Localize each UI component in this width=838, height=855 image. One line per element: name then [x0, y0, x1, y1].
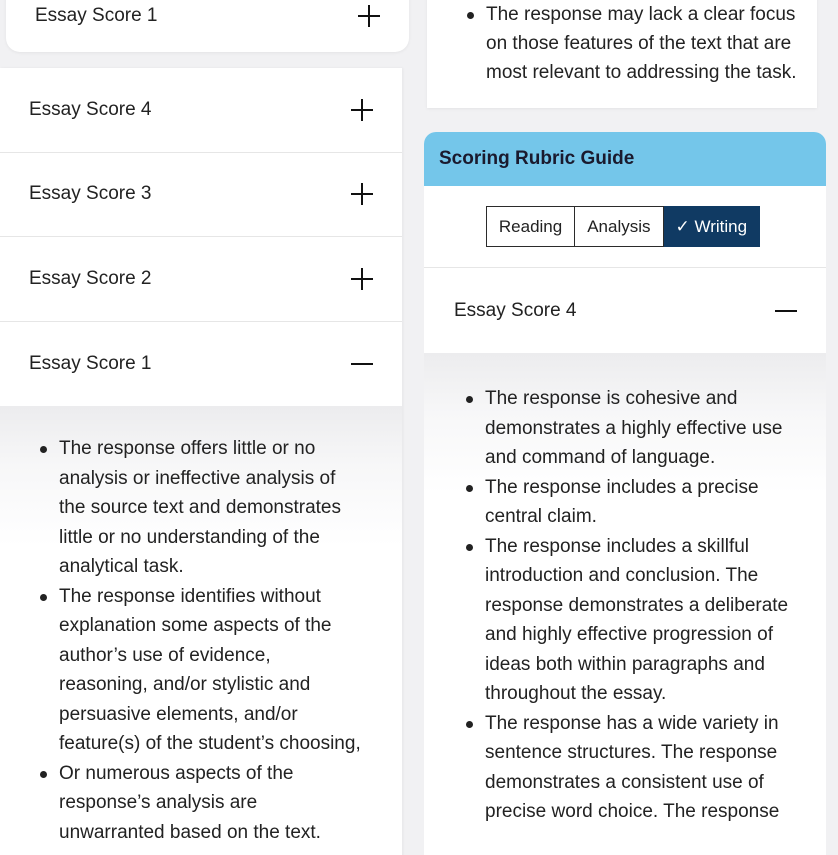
card-title: Scoring Rubric Guide — [439, 148, 635, 169]
list-item: The response may lack a clear focus on those features of the text that are most relevant to addressing the task. — [465, 0, 799, 87]
tab-bar — [424, 186, 826, 268]
minus-icon[interactable] — [351, 353, 373, 375]
plus-icon[interactable] — [351, 268, 373, 290]
previous-content-card — [427, 0, 817, 108]
accordion-label: Essay Score 2 — [29, 267, 152, 289]
list-item: The response offers little or no analysis or ineffective analysis of the source text and demonstrates little or no understanding of the analytical task. — [38, 434, 362, 582]
left-accordion-panel — [0, 68, 402, 855]
bullet-list — [464, 384, 806, 827]
accordion-item-essay-score-4[interactable] — [0, 68, 402, 153]
tab-analysis[interactable]: Analysis — [575, 206, 663, 247]
accordion-label: Essay Score 4 — [454, 299, 577, 321]
top-accordion-card — [6, 0, 409, 52]
accordion-content — [424, 353, 826, 855]
list-item: The response has a wide variety in sentence structures. The response demonstrates a consistent use of precise word choice. The response — [464, 709, 806, 827]
plus-icon[interactable] — [351, 183, 373, 205]
accordion-label: Essay Score 3 — [29, 183, 152, 205]
list-item: Or numerous aspects of the response’s analysis are unwarranted based on the text. — [38, 759, 362, 848]
list-item: The response includes a skillful introduction and conclusion. The response demonstrates a deliberate and highly effective progression of ideas both within paragraphs and throughout the essay. — [464, 532, 806, 709]
accordion-item-essay-score-1-top[interactable] — [35, 0, 380, 32]
scoring-rubric-card — [424, 132, 826, 855]
accordion-label: Essay Score 1 — [29, 352, 152, 374]
tab-reading[interactable]: Reading — [486, 206, 575, 247]
tab-writing[interactable]: ✓ Writing — [664, 206, 761, 247]
list-item: The response identifies without explanation some aspects of the author’s use of evidence, reasoning, and/or stylistic and persuasive elements, and/or feature(s) of the student’s choosing, — [38, 582, 362, 759]
accordion-label: Essay Score 4 — [29, 98, 152, 120]
card-header — [424, 132, 826, 186]
plus-icon[interactable] — [358, 5, 380, 27]
accordion-item-essay-score-1[interactable] — [0, 322, 402, 407]
list-item: The response includes a precise central claim. — [464, 473, 806, 532]
accordion-label: Essay Score 1 — [35, 5, 158, 26]
accordion-item-essay-score-3[interactable] — [0, 153, 402, 238]
plus-icon[interactable] — [351, 99, 373, 121]
accordion-content — [0, 406, 402, 855]
list-item: The response is cohesive and demonstrates a highly effective use and command of language. — [464, 384, 806, 473]
bullet-list — [38, 434, 362, 847]
accordion-item-essay-score-4[interactable] — [424, 268, 826, 353]
accordion-item-essay-score-2[interactable] — [0, 237, 402, 322]
minus-icon[interactable] — [775, 300, 797, 322]
bullet-list — [465, 0, 799, 87]
